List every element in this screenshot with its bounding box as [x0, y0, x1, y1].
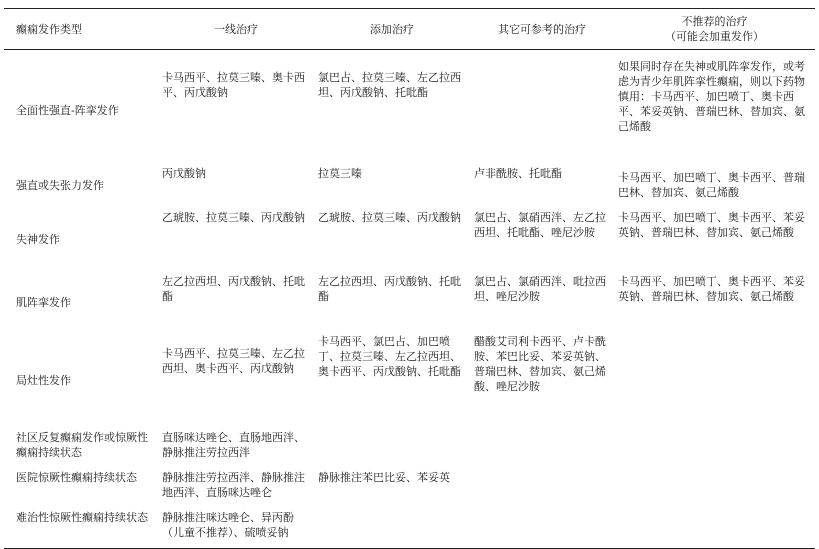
cell-seizure-type: 局灶性发作 — [16, 373, 71, 387]
header-first-line: 一线治疗 — [158, 9, 314, 50]
table-row — [4, 330, 815, 426]
cell-other-options: 卢非酰胺、托吡酯 — [474, 167, 562, 180]
cell-not-recommended — [614, 506, 815, 549]
cell-seizure-type: 肌阵挛发作 — [16, 295, 71, 309]
cell-not-recommended — [614, 466, 815, 506]
cell-other-options — [470, 50, 614, 163]
header-add-on: 添加治疗 — [314, 9, 470, 50]
cell-not-recommended: 卡马西平、加巴喷丁、奥卡西平、苯妥英钠、普瑞巴林、替加宾、氨己烯酸 — [618, 275, 805, 303]
cell-add-on — [314, 506, 470, 549]
cell-seizure-type: 社区反复癫痫发作或惊厥性癫痫持续状态 — [16, 431, 148, 459]
table-row — [4, 426, 815, 466]
cell-not-recommended — [614, 426, 815, 466]
cell-other-options: 氯巴占、氯硝西泮、左乙拉西坦、托吡酯、唑尼沙胺 — [474, 211, 606, 239]
cell-seizure-type: 失神发作 — [16, 232, 60, 246]
header-not-recommended-title: 不推荐的治疗 — [681, 15, 748, 28]
table-row — [4, 162, 815, 204]
cell-other-options — [470, 506, 614, 549]
table-header-row — [4, 9, 815, 50]
cell-add-on: 卡马西平、氯巴占、加巴喷丁、拉莫三嗪、左乙拉西坦、奥卡西平、丙戊酸钠、托吡酯 — [318, 335, 461, 378]
table-row — [4, 50, 815, 163]
cell-add-on: 静脉推注苯巴比妥、苯妥英 — [318, 471, 450, 484]
cell-first-line: 直肠咪达唑仑、直肠地西泮、静脉推注劳拉西泮 — [162, 431, 305, 459]
cell-not-recommended — [614, 330, 815, 426]
cell-first-line: 静脉推注咪达唑仑、异丙酚（儿童不推荐）、硫喷妥钠 — [158, 506, 314, 549]
cell-add-on: 乙琥胺、拉莫三嗪、丙戊酸钠 — [318, 211, 461, 224]
header-seizure-type: 癫痫发作类型 — [4, 9, 158, 50]
table-row — [4, 268, 815, 330]
cell-not-recommended: 卡马西平、加巴喷丁、奥卡西平、普瑞巴林、替加宾、氨己烯酸 — [618, 171, 805, 199]
cell-first-line: 丙戊酸钠 — [162, 167, 206, 180]
header-not-recommended — [614, 9, 815, 50]
cell-other-options — [470, 466, 614, 506]
cell-seizure-type: 难治性惊厥性癫痫持续状态 — [4, 506, 158, 549]
cell-other-options: 醋酸艾司利卡西平、卢卡酰胺、苯巴比妥、苯妥英钠、普瑞巴林、替加宾、氨己烯酸、唑尼沙胺 — [474, 335, 606, 393]
header-not-recommended-note: （可能会加重发作） — [665, 30, 764, 43]
cell-add-on: 左乙拉西坦、丙戊酸钠、托吡酯 — [318, 275, 461, 303]
cell-seizure-type: 全面性强直-阵挛发作 — [16, 104, 119, 117]
table-row — [4, 506, 815, 549]
cell-not-recommended: 如果同时存在失神或肌阵挛发作，或考虑为青少年肌阵挛性癫痫，则以下药物慎用：卡马西平、加巴喷丁、奥卡西平、苯妥英钠、普瑞巴林、替加宾、氨己烯酸 — [618, 60, 805, 133]
cell-first-line: 乙琥胺、拉莫三嗪、丙戊酸钠 — [162, 211, 305, 224]
cell-first-line: 卡马西平、拉莫三嗪、奥卡西平、丙戊酸钠 — [162, 71, 305, 99]
cell-first-line: 卡马西平、拉莫三嗪、左乙拉西坦、奥卡西平、丙戊酸钠 — [162, 347, 305, 375]
cell-seizure-type: 强直或失张力发作 — [16, 178, 104, 192]
cell-other-options — [470, 426, 614, 466]
header-other-options: 其它可参考的治疗 — [470, 9, 614, 50]
cell-first-line: 左乙拉西坦、丙戊酸钠、托吡酯 — [162, 275, 305, 303]
cell-add-on — [314, 426, 470, 466]
cell-add-on: 拉莫三嗪 — [318, 167, 362, 180]
cell-seizure-type: 医院惊厥性癫痫持续状态 — [16, 471, 137, 484]
epilepsy-treatment-table — [4, 8, 815, 549]
cell-add-on: 氯巴占、拉莫三嗪、左乙拉西坦、丙戊酸钠、托吡酯 — [318, 71, 461, 99]
cell-not-recommended: 卡马西平、加巴喷丁、奥卡西平、苯妥英钠、普瑞巴林、替加宾、氨己烯酸 — [618, 211, 805, 239]
treatment-table-container — [4, 8, 815, 549]
table-row — [4, 204, 815, 268]
cell-other-options: 氯巴占、氯硝西泮、吡拉西坦、唑尼沙胺 — [474, 275, 606, 303]
table-row — [4, 466, 815, 506]
cell-first-line: 静脉推注劳拉西泮、静脉推注地西泮、直肠咪达唑仑 — [162, 471, 305, 499]
